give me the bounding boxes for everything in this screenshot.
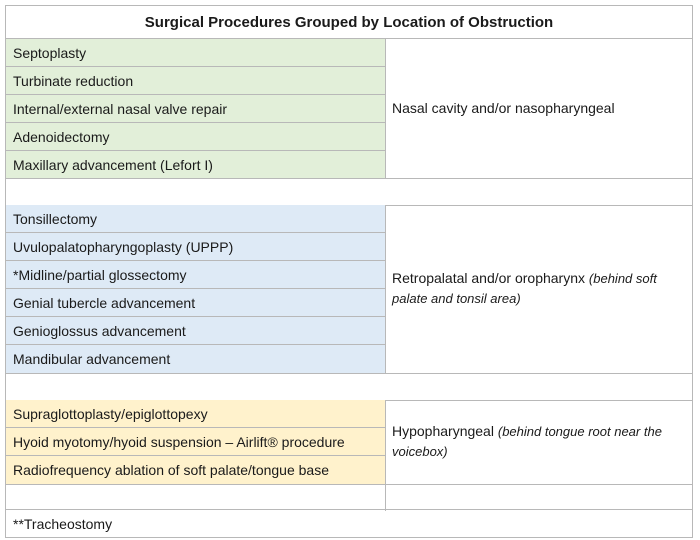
group-spacer xyxy=(6,178,692,206)
location-note: (behind soft palate and tonsil area) xyxy=(392,271,657,306)
location-label: Retropalatal and/or oropharynx xyxy=(392,270,586,287)
location-cell xyxy=(386,400,692,484)
group-nasal xyxy=(6,39,692,179)
procedure-cell: Adenoidectomy xyxy=(6,123,385,151)
procedure-cell: Turbinate reduction xyxy=(6,67,385,95)
procedure-cell: *Midline/partial glossectomy xyxy=(6,261,385,289)
procedure-cell: Genioglossus advancement xyxy=(6,317,385,345)
location-cell xyxy=(386,205,692,373)
group-hypopharyngeal xyxy=(6,400,692,484)
location-cell xyxy=(386,39,692,179)
procedure-cell: Radiofrequency ablation of soft palate/tongue base xyxy=(6,456,385,484)
procedure-cell: Tonsillectomy xyxy=(6,205,385,233)
group-retropalatal xyxy=(6,205,692,373)
procedure-cell: Hyoid myotomy/hyoid suspension – Airlift® procedure xyxy=(6,428,385,456)
procedure-cell: Supraglottoplasty/epiglottopexy xyxy=(6,400,385,428)
procedure-cell: Genial tubercle advancement xyxy=(6,289,385,317)
procedure-cell: Uvulopalatopharyngoplasty (UPPP) xyxy=(6,233,385,261)
procedure-list xyxy=(6,205,386,373)
procedure-cell: Septoplasty xyxy=(6,39,385,67)
location-label: Hypopharyngeal xyxy=(392,423,494,440)
table-title: Surgical Procedures Grouped by Location of Obstruction xyxy=(6,6,692,39)
footer-note: **Tracheostomy xyxy=(6,509,692,537)
procedure-cell: Maxillary advancement (Lefort I) xyxy=(6,151,385,179)
location-note: (behind tongue root near the voicebox) xyxy=(392,424,662,459)
procedure-cell: Internal/external nasal valve repair xyxy=(6,95,385,123)
procedure-list xyxy=(6,400,386,484)
procedure-cell: Mandibular advancement xyxy=(6,345,385,373)
location-label: Nasal cavity and/or nasopharyngeal xyxy=(392,100,615,117)
group-spacer xyxy=(6,373,692,401)
procedure-list xyxy=(6,39,386,179)
group-spacer xyxy=(6,484,692,511)
empty-cell xyxy=(6,485,386,511)
procedures-table xyxy=(5,5,693,538)
